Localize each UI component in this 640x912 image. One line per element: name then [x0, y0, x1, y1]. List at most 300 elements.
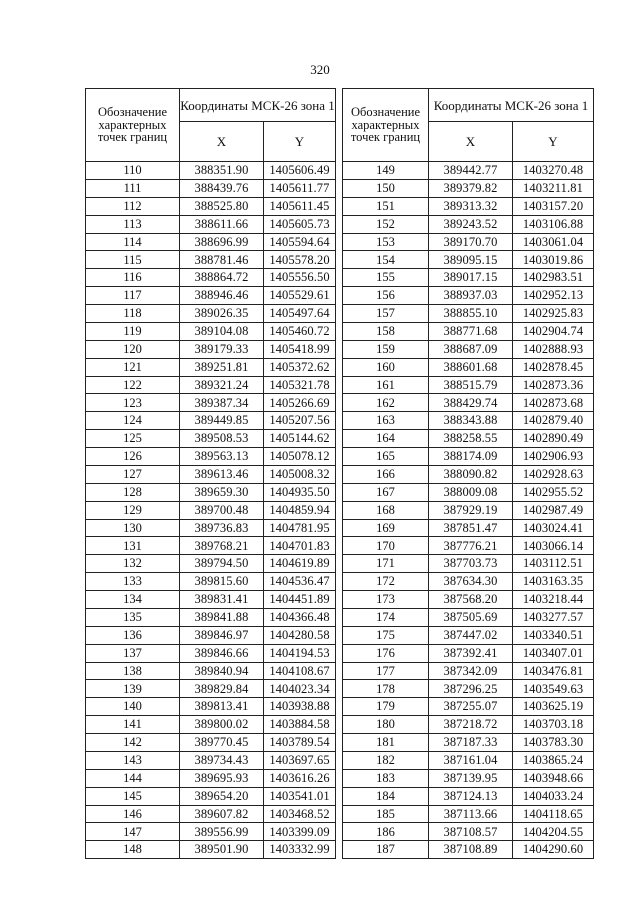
point-number: 172 — [343, 573, 429, 591]
x-coordinate: 388009.08 — [429, 483, 513, 501]
x-coordinate: 388781.46 — [180, 251, 264, 269]
y-coordinate: 1405529.61 — [264, 287, 336, 305]
point-number: 187 — [343, 841, 429, 859]
table-row — [86, 805, 336, 823]
point-number: 181 — [343, 734, 429, 752]
x-coordinate: 388855.10 — [429, 305, 513, 323]
point-number: 165 — [343, 448, 429, 466]
table-row — [86, 555, 336, 573]
y-coordinate: 1405266.69 — [264, 394, 336, 412]
table-row — [86, 734, 336, 752]
y-coordinate: 1402925.83 — [513, 305, 594, 323]
table-row — [343, 644, 594, 662]
point-number: 171 — [343, 555, 429, 573]
point-number: 161 — [343, 376, 429, 394]
y-coordinate: 1403884.58 — [264, 716, 336, 734]
x-coordinate: 387342.09 — [429, 662, 513, 680]
x-coordinate: 389607.82 — [180, 805, 264, 823]
point-number: 179 — [343, 698, 429, 716]
x-coordinate: 388439.76 — [180, 179, 264, 197]
x-column-header: X — [429, 122, 513, 162]
x-coordinate: 389700.48 — [180, 501, 264, 519]
point-number: 124 — [86, 412, 180, 430]
table-row — [343, 626, 594, 644]
x-coordinate: 388696.99 — [180, 233, 264, 251]
table-row — [86, 215, 336, 233]
y-coordinate: 1402987.49 — [513, 501, 594, 519]
y-coordinate: 1404859.94 — [264, 501, 336, 519]
table-row — [343, 376, 594, 394]
y-coordinate: 1403340.51 — [513, 626, 594, 644]
point-number: 126 — [86, 448, 180, 466]
y-coordinate: 1403616.26 — [264, 769, 336, 787]
y-coordinate: 1403697.65 — [264, 751, 336, 769]
table-row — [86, 698, 336, 716]
point-number: 186 — [343, 823, 429, 841]
x-coordinate: 387447.02 — [429, 626, 513, 644]
x-coordinate: 388601.68 — [429, 358, 513, 376]
y-coordinate: 1403783.30 — [513, 734, 594, 752]
x-coordinate: 387703.73 — [429, 555, 513, 573]
y-coordinate: 1405611.77 — [264, 179, 336, 197]
point-column-header: Обозначение характерных точек границ — [343, 89, 429, 162]
x-coordinate: 389840.94 — [180, 662, 264, 680]
x-coordinate: 389243.52 — [429, 215, 513, 233]
point-number: 158 — [343, 322, 429, 340]
point-number: 112 — [86, 197, 180, 215]
y-coordinate: 1405321.78 — [264, 376, 336, 394]
y-coordinate: 1404108.67 — [264, 662, 336, 680]
y-coordinate: 1405372.62 — [264, 358, 336, 376]
y-coordinate: 1403549.63 — [513, 680, 594, 698]
y-coordinate: 1402888.93 — [513, 340, 594, 358]
point-number: 168 — [343, 501, 429, 519]
x-coordinate: 387139.95 — [429, 769, 513, 787]
table-row — [86, 680, 336, 698]
point-number: 155 — [343, 269, 429, 287]
x-coordinate: 388611.66 — [180, 215, 264, 233]
x-coordinate: 389442.77 — [429, 162, 513, 180]
table-row — [343, 519, 594, 537]
y-coordinate: 1403332.99 — [264, 841, 336, 859]
y-coordinate: 1405008.32 — [264, 465, 336, 483]
y-coordinate: 1403948.66 — [513, 769, 594, 787]
y-coordinate: 1403019.86 — [513, 251, 594, 269]
table-row — [343, 287, 594, 305]
point-number: 144 — [86, 769, 180, 787]
point-number: 154 — [343, 251, 429, 269]
y-coordinate: 1405556.50 — [264, 269, 336, 287]
y-coordinate: 1405207.56 — [264, 412, 336, 430]
point-number: 113 — [86, 215, 180, 233]
table-row — [343, 805, 594, 823]
y-coordinate: 1402873.36 — [513, 376, 594, 394]
y-coordinate: 1403407.01 — [513, 644, 594, 662]
x-coordinate: 388351.90 — [180, 162, 264, 180]
table-row — [343, 716, 594, 734]
y-coordinate: 1403476.81 — [513, 662, 594, 680]
table-row — [86, 501, 336, 519]
point-number: 142 — [86, 734, 180, 752]
table-row — [86, 841, 336, 859]
table-row — [343, 215, 594, 233]
x-coordinate: 389794.50 — [180, 555, 264, 573]
x-coordinate: 388525.80 — [180, 197, 264, 215]
y-coordinate: 1402878.45 — [513, 358, 594, 376]
point-number: 141 — [86, 716, 180, 734]
x-coordinate: 389734.43 — [180, 751, 264, 769]
x-column-header: X — [180, 122, 264, 162]
point-number: 117 — [86, 287, 180, 305]
x-coordinate: 387929.19 — [429, 501, 513, 519]
point-number: 153 — [343, 233, 429, 251]
y-coordinate: 1403106.88 — [513, 215, 594, 233]
table-row — [86, 269, 336, 287]
coordinates-table-right — [342, 88, 594, 859]
x-coordinate: 387255.07 — [429, 698, 513, 716]
table-row — [86, 251, 336, 269]
x-coordinate: 388174.09 — [429, 448, 513, 466]
x-coordinate: 389829.84 — [180, 680, 264, 698]
y-coordinate: 1403061.04 — [513, 233, 594, 251]
table-row — [343, 305, 594, 323]
point-number: 145 — [86, 787, 180, 805]
x-coordinate: 389846.97 — [180, 626, 264, 644]
table-row — [86, 322, 336, 340]
table-row — [343, 465, 594, 483]
y-coordinate: 1404781.95 — [264, 519, 336, 537]
table-row — [343, 197, 594, 215]
y-coordinate: 1404366.48 — [264, 608, 336, 626]
x-coordinate: 389026.35 — [180, 305, 264, 323]
y-coordinate: 1405497.64 — [264, 305, 336, 323]
y-column-header: Y — [513, 122, 594, 162]
table-row — [343, 823, 594, 841]
point-number: 143 — [86, 751, 180, 769]
x-coordinate: 388515.79 — [429, 376, 513, 394]
table-body-right — [343, 162, 594, 859]
x-coordinate: 388687.09 — [429, 340, 513, 358]
x-coordinate: 389813.41 — [180, 698, 264, 716]
table-row — [86, 662, 336, 680]
y-coordinate: 1404701.83 — [264, 537, 336, 555]
y-coordinate: 1405594.64 — [264, 233, 336, 251]
point-column-header: Обозначение характерных точек границ — [86, 89, 180, 162]
point-number: 156 — [343, 287, 429, 305]
coordinate-system-header: Координаты МСК-26 зона 1 — [429, 89, 594, 122]
y-coordinate: 1403468.52 — [264, 805, 336, 823]
point-number: 138 — [86, 662, 180, 680]
table-row — [343, 769, 594, 787]
x-coordinate: 387124.13 — [429, 787, 513, 805]
y-coordinate: 1403625.19 — [513, 698, 594, 716]
x-coordinate: 389095.15 — [429, 251, 513, 269]
coordinates-table-left — [85, 88, 336, 859]
y-coordinate: 1403112.51 — [513, 555, 594, 573]
x-coordinate: 387296.25 — [429, 680, 513, 698]
table-row — [86, 608, 336, 626]
table-row — [86, 430, 336, 448]
x-coordinate: 388946.46 — [180, 287, 264, 305]
point-number: 167 — [343, 483, 429, 501]
point-number: 137 — [86, 644, 180, 662]
table-row — [343, 734, 594, 752]
x-coordinate: 389736.83 — [180, 519, 264, 537]
coordinate-system-header: Координаты МСК-26 зона 1 — [180, 89, 336, 122]
table-row — [343, 340, 594, 358]
x-coordinate: 389815.60 — [180, 573, 264, 591]
x-coordinate: 388771.68 — [429, 322, 513, 340]
y-coordinate: 1404194.53 — [264, 644, 336, 662]
point-number: 133 — [86, 573, 180, 591]
table-row — [343, 322, 594, 340]
y-coordinate: 1405144.62 — [264, 430, 336, 448]
x-coordinate: 389379.82 — [429, 179, 513, 197]
table-row — [343, 698, 594, 716]
y-coordinate: 1403163.35 — [513, 573, 594, 591]
point-number: 163 — [343, 412, 429, 430]
y-coordinate: 1404204.55 — [513, 823, 594, 841]
point-number: 149 — [343, 162, 429, 180]
x-coordinate: 388258.55 — [429, 430, 513, 448]
point-number: 151 — [343, 197, 429, 215]
point-number: 140 — [86, 698, 180, 716]
y-coordinate: 1403789.54 — [264, 734, 336, 752]
table-row — [343, 537, 594, 555]
table-row — [343, 591, 594, 609]
x-coordinate: 389508.53 — [180, 430, 264, 448]
point-number: 119 — [86, 322, 180, 340]
table-row — [343, 555, 594, 573]
y-coordinate: 1403703.18 — [513, 716, 594, 734]
y-coordinate: 1404023.34 — [264, 680, 336, 698]
y-coordinate: 1402983.51 — [513, 269, 594, 287]
point-number: 135 — [86, 608, 180, 626]
point-number: 132 — [86, 555, 180, 573]
point-number: 182 — [343, 751, 429, 769]
y-coordinate: 1405578.20 — [264, 251, 336, 269]
table-body-left — [86, 162, 336, 859]
table-row — [86, 305, 336, 323]
table-row — [86, 358, 336, 376]
point-number: 121 — [86, 358, 180, 376]
table-row — [86, 716, 336, 734]
x-coordinate: 389251.81 — [180, 358, 264, 376]
x-coordinate: 389321.24 — [180, 376, 264, 394]
y-coordinate: 1403066.14 — [513, 537, 594, 555]
table-row — [86, 519, 336, 537]
x-coordinate: 389104.08 — [180, 322, 264, 340]
x-coordinate: 389768.21 — [180, 537, 264, 555]
y-coordinate: 1402890.49 — [513, 430, 594, 448]
y-coordinate: 1404536.47 — [264, 573, 336, 591]
x-coordinate: 389563.13 — [180, 448, 264, 466]
table-row — [343, 394, 594, 412]
x-coordinate: 387113.66 — [429, 805, 513, 823]
y-column-header: Y — [264, 122, 336, 162]
table-row — [343, 430, 594, 448]
y-coordinate: 1405605.73 — [264, 215, 336, 233]
y-coordinate: 1405078.12 — [264, 448, 336, 466]
y-coordinate: 1405606.49 — [264, 162, 336, 180]
point-number: 152 — [343, 215, 429, 233]
y-coordinate: 1405611.45 — [264, 197, 336, 215]
y-coordinate: 1403024.41 — [513, 519, 594, 537]
point-number: 184 — [343, 787, 429, 805]
point-number: 114 — [86, 233, 180, 251]
y-coordinate: 1404280.58 — [264, 626, 336, 644]
point-number: 169 — [343, 519, 429, 537]
point-number: 176 — [343, 644, 429, 662]
point-number: 136 — [86, 626, 180, 644]
y-coordinate: 1402928.63 — [513, 465, 594, 483]
y-coordinate: 1402906.93 — [513, 448, 594, 466]
x-coordinate: 387187.33 — [429, 734, 513, 752]
x-coordinate: 387851.47 — [429, 519, 513, 537]
table-row — [343, 269, 594, 287]
x-coordinate: 387568.20 — [429, 591, 513, 609]
x-coordinate: 389659.30 — [180, 483, 264, 501]
table-row — [86, 162, 336, 180]
x-coordinate: 389179.33 — [180, 340, 264, 358]
x-coordinate: 387634.30 — [429, 573, 513, 591]
point-number: 177 — [343, 662, 429, 680]
table-row — [343, 608, 594, 626]
x-coordinate: 389800.02 — [180, 716, 264, 734]
y-coordinate: 1405418.99 — [264, 340, 336, 358]
table-row — [86, 233, 336, 251]
table-row — [86, 465, 336, 483]
x-coordinate: 389170.70 — [429, 233, 513, 251]
point-number: 139 — [86, 680, 180, 698]
y-coordinate: 1403865.24 — [513, 751, 594, 769]
point-number: 125 — [86, 430, 180, 448]
y-coordinate: 1404290.60 — [513, 841, 594, 859]
table-row — [343, 751, 594, 769]
point-number: 164 — [343, 430, 429, 448]
table-row — [86, 573, 336, 591]
x-coordinate: 389449.85 — [180, 412, 264, 430]
x-coordinate: 389556.99 — [180, 823, 264, 841]
table-row — [86, 197, 336, 215]
y-coordinate: 1403218.44 — [513, 591, 594, 609]
y-coordinate: 1404935.50 — [264, 483, 336, 501]
point-number: 157 — [343, 305, 429, 323]
y-coordinate: 1403541.01 — [264, 787, 336, 805]
y-coordinate: 1404619.89 — [264, 555, 336, 573]
table-row — [343, 501, 594, 519]
y-coordinate: 1403399.09 — [264, 823, 336, 841]
x-coordinate: 387161.04 — [429, 751, 513, 769]
x-coordinate: 388343.88 — [429, 412, 513, 430]
x-coordinate: 388429.74 — [429, 394, 513, 412]
table-row — [86, 394, 336, 412]
point-number: 122 — [86, 376, 180, 394]
y-coordinate: 1405460.72 — [264, 322, 336, 340]
point-number: 183 — [343, 769, 429, 787]
x-coordinate: 387392.41 — [429, 644, 513, 662]
table-row — [343, 448, 594, 466]
table-row — [343, 573, 594, 591]
x-coordinate: 388864.72 — [180, 269, 264, 287]
x-coordinate: 389695.93 — [180, 769, 264, 787]
point-number: 128 — [86, 483, 180, 501]
table-row — [86, 769, 336, 787]
y-coordinate: 1402952.13 — [513, 287, 594, 305]
table-row — [343, 251, 594, 269]
x-coordinate: 389841.88 — [180, 608, 264, 626]
table-row — [343, 680, 594, 698]
y-coordinate: 1402955.52 — [513, 483, 594, 501]
y-coordinate: 1402904.74 — [513, 322, 594, 340]
x-coordinate: 389387.34 — [180, 394, 264, 412]
point-number: 115 — [86, 251, 180, 269]
point-number: 159 — [343, 340, 429, 358]
point-number: 127 — [86, 465, 180, 483]
x-coordinate: 389501.90 — [180, 841, 264, 859]
x-coordinate: 387108.57 — [429, 823, 513, 841]
table-row — [86, 644, 336, 662]
table-row — [86, 483, 336, 501]
point-number: 146 — [86, 805, 180, 823]
y-coordinate: 1402873.68 — [513, 394, 594, 412]
table-row — [86, 287, 336, 305]
table-row — [343, 662, 594, 680]
table-row — [343, 412, 594, 430]
table-row — [86, 179, 336, 197]
point-number: 118 — [86, 305, 180, 323]
point-number: 160 — [343, 358, 429, 376]
point-number: 111 — [86, 179, 180, 197]
point-number: 174 — [343, 608, 429, 626]
point-number: 123 — [86, 394, 180, 412]
table-row — [343, 841, 594, 859]
x-coordinate: 389313.32 — [429, 197, 513, 215]
table-row — [86, 376, 336, 394]
x-coordinate: 388937.03 — [429, 287, 513, 305]
x-coordinate: 388090.82 — [429, 465, 513, 483]
table-row — [343, 483, 594, 501]
table-row — [343, 233, 594, 251]
x-coordinate: 387505.69 — [429, 608, 513, 626]
y-coordinate: 1403270.48 — [513, 162, 594, 180]
table-row — [86, 412, 336, 430]
y-coordinate: 1403938.88 — [264, 698, 336, 716]
y-coordinate: 1404451.89 — [264, 591, 336, 609]
point-number: 116 — [86, 269, 180, 287]
point-number: 134 — [86, 591, 180, 609]
point-number: 166 — [343, 465, 429, 483]
x-coordinate: 389613.46 — [180, 465, 264, 483]
table-row — [86, 823, 336, 841]
table-row — [86, 537, 336, 555]
y-coordinate: 1402879.40 — [513, 412, 594, 430]
y-coordinate: 1404118.65 — [513, 805, 594, 823]
table-row — [86, 751, 336, 769]
x-coordinate: 389831.41 — [180, 591, 264, 609]
table-row — [343, 787, 594, 805]
point-number: 185 — [343, 805, 429, 823]
point-number: 120 — [86, 340, 180, 358]
point-number: 180 — [343, 716, 429, 734]
point-number: 129 — [86, 501, 180, 519]
point-number: 173 — [343, 591, 429, 609]
x-coordinate: 389770.45 — [180, 734, 264, 752]
point-number: 150 — [343, 179, 429, 197]
table-row — [343, 179, 594, 197]
table-row — [86, 626, 336, 644]
point-number: 110 — [86, 162, 180, 180]
